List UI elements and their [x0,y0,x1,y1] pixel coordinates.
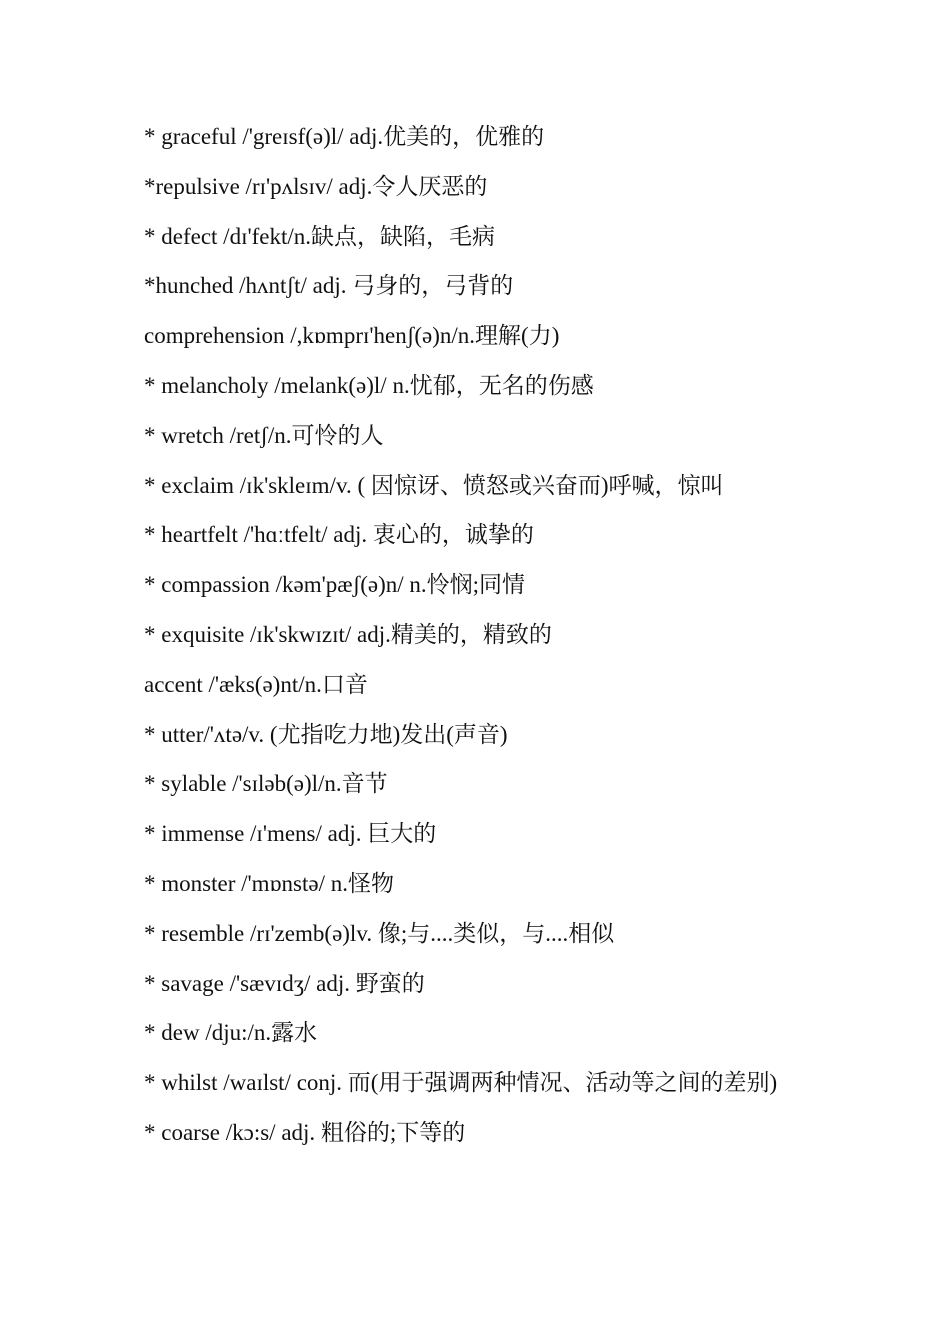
vocab-entry: * exclaim /ɪk'skleɪm/v. ( 因惊讶、愤怒或兴奋而)呼喊，惊叫 [144,472,724,498]
vocab-entry: * monster /'mɒnstə/ n.怪物 [144,870,394,896]
vocab-entry: * heartfelt /'hɑːtfelt/ adj. 衷心的，诚挚的 [144,522,534,548]
vocab-entry: * melancholy /melank(ə)l/ n.忧郁，无名的伤感 [144,372,594,398]
vocabulary-list [144,112,814,1158]
vocab-entry: comprehension /,kɒmprɪ'henʃ(ə)n/n.理解(力) [144,323,560,349]
vocab-entry: * exquisite /ɪk'skwɪzɪt/ adj.精美的，精致的 [144,621,552,647]
vocab-entry: * resemble /rɪ'zemb(ə)lv. 像;与....类似，与....相似 [144,920,615,946]
vocab-entry: * coarse /kɔ:s/ adj. 粗俗的;下等的 [144,1119,466,1145]
vocab-entry: * dew /dju:/n.露水 [144,1020,318,1046]
vocab-entry: * immense /ɪ'mens/ adj. 巨大的 [144,821,437,847]
vocab-entry: * whilst /waɪlst/ conj. 而(用于强调两种情况、活动等之间的差别) [144,1070,778,1096]
vocab-entry: * wretch /retʃ/n.可怜的人 [144,422,384,448]
vocab-entry: *repulsive /rɪ'pʌlsɪv/ adj.令人厌恶的 [144,173,488,199]
vocab-entry: * savage /'sævɪdʒ/ adj. 野蛮的 [144,970,425,996]
vocab-entry: * compassion /kəm'pæʃ(ə)n/ n.怜悯;同情 [144,572,526,598]
vocab-entry: * graceful /'greɪsf(ə)l/ adj.优美的，优雅的 [144,124,545,149]
vocab-entry: accent /'æks(ə)nt/n.口音 [144,671,368,697]
vocab-entry: * utter/'ʌtə/v. (尤指吃力地)发出(声音) [144,721,508,747]
vocab-entry: * defect /dɪ'fekt/n.缺点，缺陷，毛病 [144,223,495,249]
vocab-entry: * sylable /'sɪləb(ə)l/n.音节 [144,771,388,797]
vocab-entry: *hunched /hʌntʃt/ adj. 弓身的，弓背的 [144,273,514,299]
